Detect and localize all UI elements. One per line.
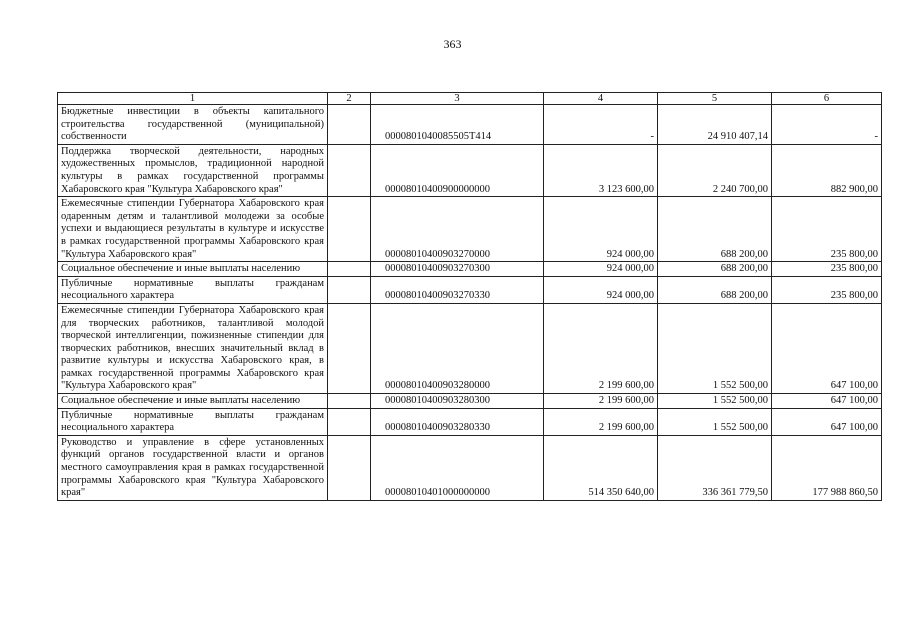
row-name: Бюджетные инвестиции в объекты капитального строительства государственной (муниципальной) собственности (58, 105, 328, 145)
table-row (58, 435, 882, 500)
row-name: Социальное обеспечение и иные выплаты населению (58, 394, 328, 409)
row-code: 00008010400903270000 (371, 197, 544, 262)
column-header-2: 2 (328, 93, 371, 105)
row-value-5: 24 910 407,14 (658, 105, 772, 145)
row-col2 (328, 435, 371, 500)
column-header-6: 6 (772, 93, 882, 105)
row-col2 (328, 276, 371, 303)
row-value-6: 177 988 860,50 (772, 435, 882, 500)
row-value-4: 924 000,00 (544, 262, 658, 277)
table-row (58, 262, 882, 277)
table-header-row (58, 93, 882, 105)
table-row (58, 303, 882, 393)
row-name: Ежемесячные стипендии Губернатора Хабаровского края для творческих работников, талантливой молодой творческой интеллигенции, пожизненные стипендии для творческих работников, внесших значительный вклад в развитие культуры и искусства Хабаровского края, в рамках государственной программы Хабаровского края "Культура Хабаровского края" (58, 303, 328, 393)
page-number: 363 (443, 37, 462, 51)
row-value-6: - (772, 105, 882, 145)
row-name: Ежемесячные стипендии Губернатора Хабаровского края одаренным детям и талантливой молодежи за особые успехи и выдающиеся результаты в культуре и искусстве в рамках государственной программы Хабаровского края "Культура Хабаровского края" (58, 197, 328, 262)
row-value-5: 1 552 500,00 (658, 408, 772, 435)
row-name: Публичные нормативные выплаты гражданам несоциального характера (58, 408, 328, 435)
row-value-5: 688 200,00 (658, 197, 772, 262)
row-value-4: 3 123 600,00 (544, 144, 658, 196)
row-name: Публичные нормативные выплаты гражданам несоциального характера (58, 276, 328, 303)
row-code: 00008010400903280300 (371, 394, 544, 409)
row-value-6: 882 900,00 (772, 144, 882, 196)
row-code: 00008010401000000000 (371, 435, 544, 500)
table-body (58, 93, 882, 501)
row-code: 00008010400903280000 (371, 303, 544, 393)
table-row (58, 144, 882, 196)
table-row (58, 394, 882, 409)
row-name: Поддержка творческой деятельности, народных художественных промыслов, традиционной народной культуры в рамках государственной программы Хабаровского края "Культура Хабаровского края" (58, 144, 328, 196)
row-code: 00008010400903280330 (371, 408, 544, 435)
row-value-4: - (544, 105, 658, 145)
column-header-4: 4 (544, 93, 658, 105)
row-code: 0000801040085505Т414 (371, 105, 544, 145)
row-col2 (328, 303, 371, 393)
row-value-5: 336 361 779,50 (658, 435, 772, 500)
row-col2 (328, 105, 371, 145)
row-value-6: 647 100,00 (772, 394, 882, 409)
row-value-4: 924 000,00 (544, 276, 658, 303)
row-value-5: 1 552 500,00 (658, 303, 772, 393)
row-value-6: 647 100,00 (772, 303, 882, 393)
column-header-3: 3 (371, 93, 544, 105)
budget-table (57, 92, 882, 501)
row-value-6: 235 800,00 (772, 262, 882, 277)
row-name: Руководство и управление в сфере установленных функций органов государственной власти и органов местного самоуправления края в рамках государственной программы Хабаровского края "Культура Хабаровского края" (58, 435, 328, 500)
row-code: 00008010400903270330 (371, 276, 544, 303)
row-col2 (328, 197, 371, 262)
row-value-4: 514 350 640,00 (544, 435, 658, 500)
column-header-5: 5 (658, 93, 772, 105)
table-row (58, 105, 882, 145)
row-value-5: 1 552 500,00 (658, 394, 772, 409)
row-col2 (328, 394, 371, 409)
column-header-1: 1 (58, 93, 328, 105)
row-value-4: 2 199 600,00 (544, 303, 658, 393)
row-col2 (328, 408, 371, 435)
row-value-6: 647 100,00 (772, 408, 882, 435)
row-value-4: 924 000,00 (544, 197, 658, 262)
table-row (58, 276, 882, 303)
row-value-4: 2 199 600,00 (544, 394, 658, 409)
row-col2 (328, 262, 371, 277)
table-row (58, 197, 882, 262)
row-value-5: 2 240 700,00 (658, 144, 772, 196)
row-value-4: 2 199 600,00 (544, 408, 658, 435)
row-col2 (328, 144, 371, 196)
row-code: 00008010400903270300 (371, 262, 544, 277)
table-row (58, 408, 882, 435)
row-value-6: 235 800,00 (772, 276, 882, 303)
row-value-5: 688 200,00 (658, 262, 772, 277)
row-code: 00008010400900000000 (371, 144, 544, 196)
row-value-6: 235 800,00 (772, 197, 882, 262)
row-value-5: 688 200,00 (658, 276, 772, 303)
row-name: Социальное обеспечение и иные выплаты населению (58, 262, 328, 277)
